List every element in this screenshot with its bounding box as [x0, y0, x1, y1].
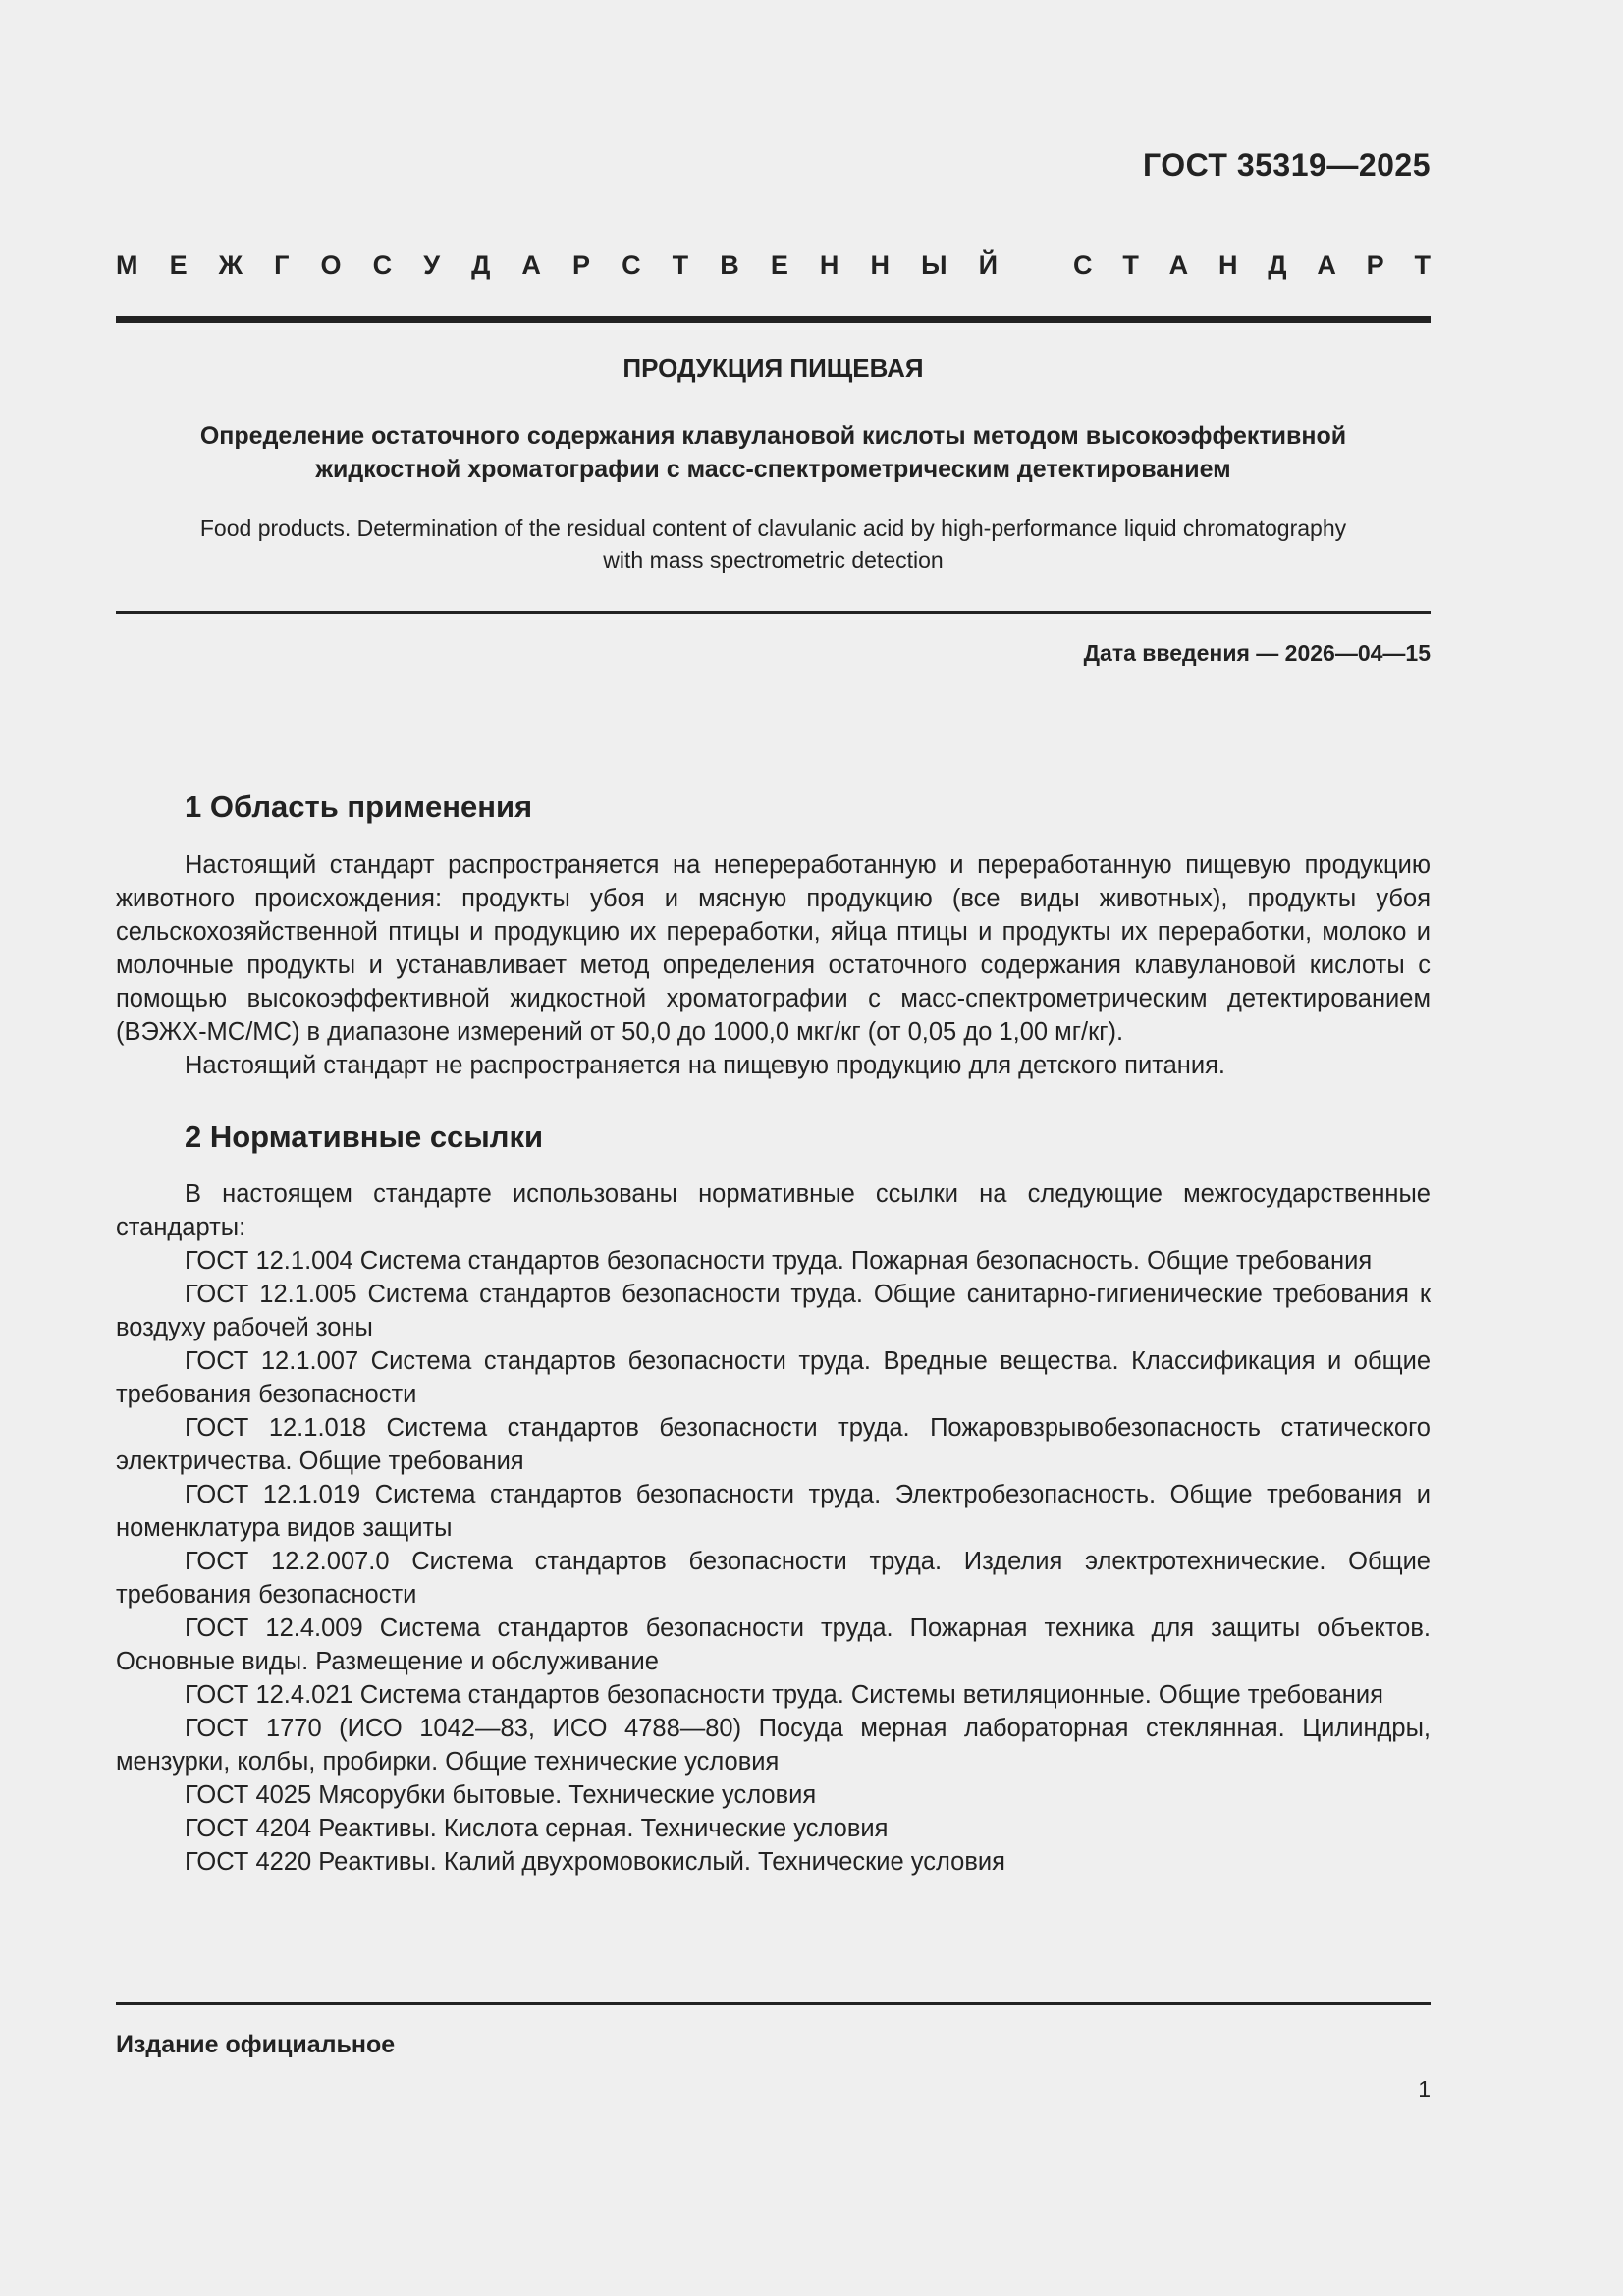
banner-letter: Н	[819, 250, 839, 280]
document-title: ПРОДУКЦИЯ ПИЩЕВАЯ	[622, 354, 924, 383]
banner-letter: Е	[169, 250, 188, 280]
banner-letter: О	[320, 250, 342, 280]
title-bottom-rule	[116, 611, 1431, 614]
english-title-line: with mass spectrometric detection	[603, 547, 944, 573]
gost-number: ГОСТ 35319—2025	[1142, 147, 1431, 183]
reference-item: ГОСТ 12.4.021 Система стандартов безопасности труда. Системы ветиляционные. Общие требования	[185, 1681, 1383, 1709]
banner-letter: Р	[572, 250, 591, 280]
reference-item: ГОСТ 12.4.009 Система стандартов безопасности труда. Пожарная техника для защиты объектов. Основные виды. Размещение и обслуживание	[116, 1614, 1431, 1675]
banner-letter: Д	[1268, 250, 1287, 280]
section-1-body	[116, 848, 1431, 1082]
banner-letter: М	[116, 250, 138, 280]
document-subtitle	[116, 419, 1431, 486]
banner-letter: У	[423, 250, 441, 280]
interstate-word	[116, 250, 998, 281]
banner-letter: А	[1168, 250, 1189, 280]
banner-letter: Ы	[921, 250, 947, 280]
paragraph: Настоящий стандарт распространяется на непереработанную и переработанную пищевую продукцию животного происхождения: продукты убоя и мясную продукцию (все виды животных), продукты убоя сельскохозяйственной птицы и продукцию их переработки, яйца птицы и продукты их переработки, молоко и молочные продукты и устанавливает метод определения остаточного содержания клавулановой кислоты с помощью высокоэффективной жидкостной хроматографии с масс-спектрометрическим детектированием (ВЭЖХ-МС/МС) в диапазоне измерений от 50,0 до 1000,0 мкг/кг (от 0,05 до 1,00 мг/кг).	[116, 851, 1431, 1046]
subtitle-line: жидкостной хроматографии с масс-спектрометрическим детектированием	[315, 456, 1231, 483]
official-edition-label: Издание официальное	[116, 2031, 396, 2058]
reference-item: ГОСТ 4025 Мясорубки бытовые. Технические условия	[185, 1781, 817, 1809]
banner-letter: Т	[1414, 250, 1431, 280]
banner-letter: Д	[471, 250, 491, 280]
reference-item: ГОСТ 12.1.004 Система стандартов безопасности труда. Пожарная безопасность. Общие требования	[185, 1247, 1373, 1275]
banner-letter: С	[372, 250, 393, 280]
reference-item: ГОСТ 12.1.007 Система стандартов безопасности труда. Вредные вещества. Классификация и общие требования безопасности	[116, 1347, 1431, 1408]
subtitle-line: Определение остаточного содержания клавулановой кислоты методом высокоэффективной	[199, 422, 1347, 450]
header-thick-rule	[116, 316, 1431, 323]
page-number: 1	[1418, 2076, 1431, 2102]
banner-letter: А	[521, 250, 541, 280]
standard-word	[1073, 250, 1431, 281]
reference-item: ГОСТ 12.1.005 Система стандартов безопасности труда. Общие санитарно-гигиенические требования к воздуху рабочей зоны	[116, 1281, 1431, 1341]
section-1-heading: 1 Область применения	[185, 790, 533, 824]
banner-letter: С	[622, 250, 641, 280]
banner-letter: Й	[978, 250, 998, 280]
banner-letter: Ж	[218, 250, 243, 280]
reference-item: ГОСТ 4204 Реактивы. Кислота серная. Технические условия	[185, 1815, 889, 1842]
introduction-date: Дата введения — 2026—04—15	[1083, 640, 1431, 666]
banner-letter: Н	[1217, 250, 1238, 280]
english-title-line: Food products. Determination of the residual content of clavulanic acid by high-performance liquid chromatography	[199, 516, 1347, 541]
reference-item: ГОСТ 4220 Реактивы. Калий двухромовокислый. Технические условия	[185, 1848, 1005, 1876]
english-title	[116, 513, 1431, 575]
banner-letter: Н	[870, 250, 890, 280]
paragraph: В настоящем стандарте использованы нормативные ссылки на следующие межгосударственные стандарты:	[116, 1180, 1431, 1241]
paragraph: Настоящий стандарт не распространяется на пищевую продукцию для детского питания.	[185, 1052, 1225, 1079]
reference-item: ГОСТ 12.1.018 Система стандартов безопасности труда. Пожаровзрывобезопасность статического электричества. Общие требования	[116, 1414, 1431, 1475]
banner-letter: Т	[1122, 250, 1139, 280]
interstate-standard-banner	[116, 250, 1431, 281]
banner-letter: Г	[274, 250, 290, 280]
banner-letter: В	[720, 250, 739, 280]
footer-rule	[116, 2002, 1431, 2005]
reference-item: ГОСТ 12.1.019 Система стандартов безопасности труда. Электробезопасность. Общие требования и номенклатура видов защиты	[116, 1481, 1431, 1542]
section-2-heading: 2 Нормативные ссылки	[185, 1120, 544, 1154]
banner-letter: Е	[770, 250, 788, 280]
banner-letter: С	[1073, 250, 1093, 280]
normative-references-list	[116, 1177, 1431, 1879]
banner-letter: А	[1317, 250, 1336, 280]
banner-letter: Т	[672, 250, 689, 280]
reference-item: ГОСТ 12.2.007.0 Система стандартов безопасности труда. Изделия электротехнические. Общие требования безопасности	[116, 1548, 1431, 1609]
banner-letter: Р	[1366, 250, 1384, 280]
reference-item: ГОСТ 1770 (ИСО 1042—83, ИСО 4788—80) Посуда мерная лабораторная стеклянная. Цилиндры, мензурки, колбы, пробирки. Общие технические условия	[116, 1715, 1431, 1776]
